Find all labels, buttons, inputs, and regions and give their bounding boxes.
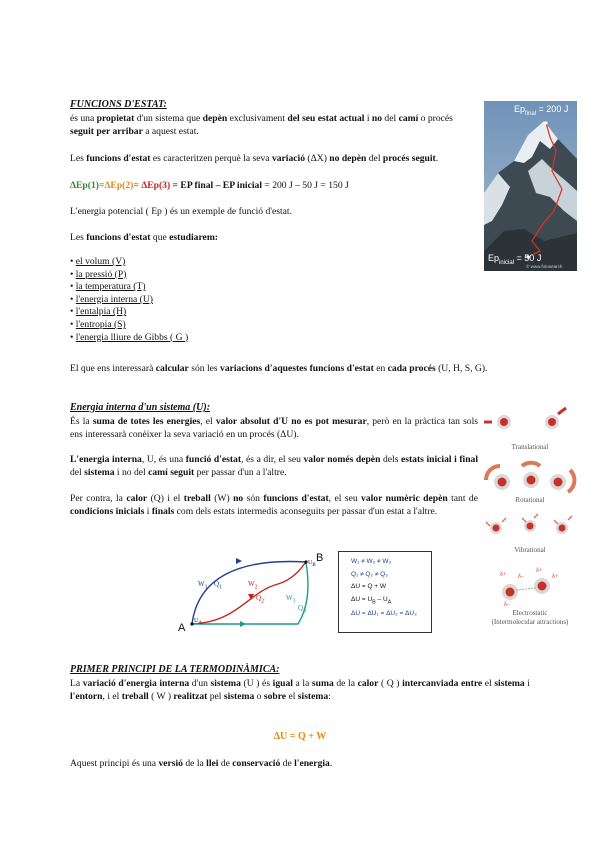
svg-text:δ−: δ− (504, 602, 511, 608)
first-law-p2: Aquest principi és una versió de la llei de conservació de l'energia. (70, 758, 333, 769)
translational-label: Translational (511, 443, 549, 451)
path-independence-relation: ΔU = ΔU₁ = ΔU₂ = ΔU₃ (351, 610, 417, 618)
label-w3: $W_3$ (286, 594, 296, 605)
delta-u-relation: $\Delta U = U_B - U_A$ (351, 595, 392, 605)
variations-text: El que ens interessarà calcular són les variacions d'aquestes funcions d'estat en cada procés (U, H, S, G). (70, 363, 488, 374)
peak-point (544, 121, 547, 124)
list-intro: Les funcions d'estat que estudiarem: (70, 232, 219, 243)
list-item: • la temperatura (T) (70, 281, 146, 293)
ep-example: L'energia potencial ( Ep ) és un exemple de funció d'estat. (70, 206, 292, 217)
mountain-image (484, 101, 577, 271)
relations-box (338, 551, 432, 633)
work-relation: W₁ ≠ W₂ ≠ W₃ (351, 558, 392, 565)
vibrational-label: Vibrational (514, 546, 546, 554)
molecule-illustration (482, 400, 578, 632)
first-law-p1: La variació d'energia interna d'un sistema (U ) és igual a la suma de la calor ( Q ) intercanviada entre el sistema i l'entorn, i el treball ( W ) realitzat pel sistema o sobre el sistema: (70, 678, 530, 702)
mountain-illustration (484, 101, 577, 271)
internal-p3: Per contra, la calor (Q) i el treball (W) no són funcions d'estat, el seu valor numèric depèn tant de condicions inicials i finals com dels estats intermedis aconseguits per passar d'un estat a l'altre. (70, 493, 478, 517)
state-heading: FUNCIONS D'ESTAT: (70, 99, 167, 110)
heat-relation: Q₁ ≠ Q₂ ≠ Q₃ (351, 570, 388, 578)
path-3 (192, 562, 308, 627)
label-w2: $W_2$ (248, 580, 258, 591)
rotational-molecules (486, 463, 574, 492)
list-item: • el volum (V) (70, 256, 126, 267)
first-law-formula: ΔU = Q + W (273, 731, 327, 742)
label-w1: $W_1$ (198, 580, 208, 591)
first-law-heading: PRIMER PRINCIPI DE LA TERMODINÀMICA: (70, 664, 280, 675)
list-item: • l'entalpia (H) (70, 306, 127, 318)
svg-text:δ−: δ− (518, 574, 525, 580)
internal-heading: Energia interna d'un sistema (U): (70, 402, 211, 413)
translational-molecules (484, 408, 566, 429)
label-q3: $Q_3$ (298, 604, 306, 615)
internal-p1: És la suma de totes les energies, el valor absolut d'U no es pot mesurar, però en la pràctica tan sols ens interessarà conèixer la seva variació en un procés (ΔU). (70, 416, 478, 440)
rotational-label: Rotational (515, 496, 545, 504)
list-item: • l'energia lliure de Gibbs ( G ) (70, 331, 189, 343)
path-diagram (178, 548, 332, 638)
label-b: B (316, 552, 324, 564)
svg-text:δ+: δ+ (536, 568, 543, 574)
path-2 (192, 562, 306, 627)
image-credit: © www.fotosearch (526, 264, 563, 269)
molecule-motions (482, 400, 578, 632)
label-ua: $U_A$ (194, 618, 202, 627)
ep-final-label: $Ep_{final} = 200$ J (514, 104, 569, 117)
list-item: • la pressió (P) (70, 268, 127, 280)
list-item: • l'energia interna (U) (70, 293, 153, 305)
electrostatic-label: Electrostatic (512, 609, 548, 617)
internal-p2: L'energia interna, U, és una funció d'estat, és a dir, el seu valor només depèn dels estats inicial i final del sistema i no del camí seguit per passar d'un a l'altre. (70, 454, 478, 478)
label-a: A (178, 622, 186, 634)
svg-text:δ+: δ+ (500, 572, 507, 578)
path-1 (192, 562, 306, 627)
state-functions-list (70, 256, 188, 344)
label-ub: $U_B$ (308, 560, 316, 569)
label-q1: $Q_1$ (214, 580, 222, 591)
first-law-relation: ΔU = Q + W (351, 583, 387, 590)
electrostatic-molecules (500, 568, 559, 608)
svg-text:δ+: δ+ (552, 574, 559, 580)
list-item: • l'entropia (S) (70, 318, 126, 330)
delta-ep-equation: ΔEp(1)=ΔEp(2)= ΔEp(3) = EP final – EP inicial = 200 J – 50 J = 150 J (70, 180, 349, 191)
state-characteristic: Les funcions d'estat es caracteritzen perquè la seva variació (ΔX) no depèn del procés seguit. (70, 153, 439, 164)
ep-initial-label: $Ep_{inicial} = 50$ J (488, 253, 542, 266)
intermolecular-label: (Intermolecular attractions) (491, 618, 569, 626)
vibrational-molecules (486, 514, 572, 534)
label-q2: $Q_2$ (256, 594, 264, 605)
state-intro: és una propietat d'un sistema que depèn exclusivament del seu estat actual i no del camí o procés seguit per arribar a aquest estat. (70, 113, 453, 137)
